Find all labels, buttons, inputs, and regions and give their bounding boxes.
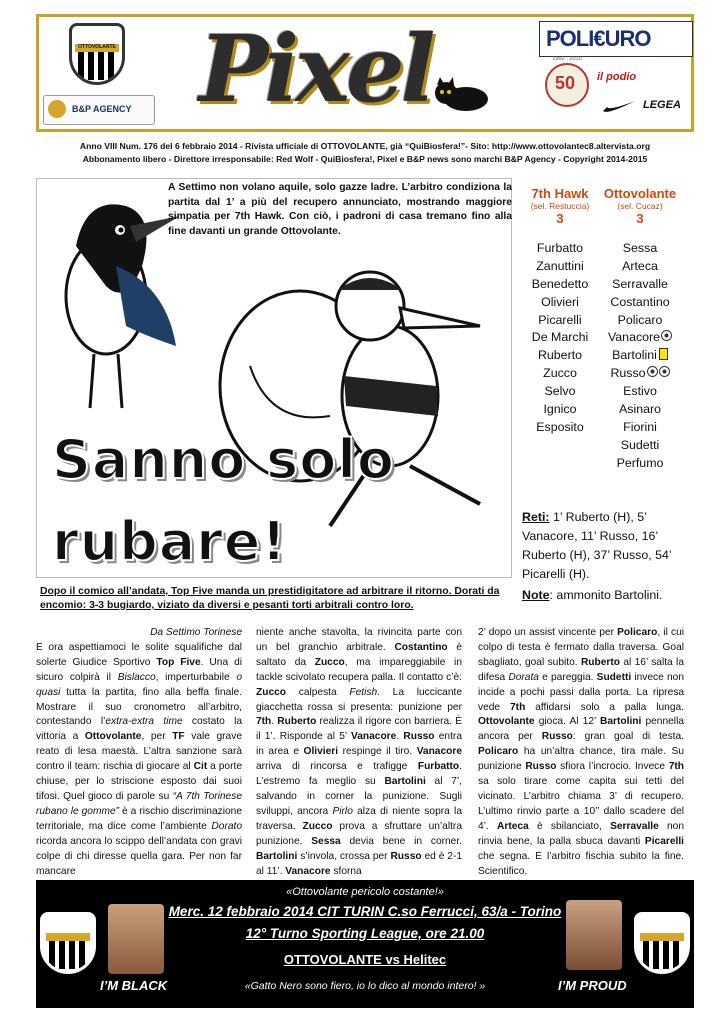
policuro-text: POLI€URO: [546, 26, 651, 51]
goals-label: Reti:: [522, 510, 550, 524]
away-player: Sudetti: [620, 437, 660, 452]
legea-logo: LEGEA: [643, 99, 681, 111]
away-player: Vanacore: [598, 329, 682, 347]
info-line-2: Abbonamento libero - Direttore irresponsabile: Red Wolf - QuiBiosfera!, Pixel e B&P news sono marchi B&P Agency - Copyright 2014-2015: [82, 154, 648, 164]
event-time: 12° Turno Sporting League, ore 21.00: [245, 926, 485, 941]
away-player: Serravalle: [612, 276, 668, 291]
masthead: [36, 14, 694, 132]
agency-logo: [43, 95, 155, 125]
event-fixture: OTTOVOLANTE vs Helitec: [283, 952, 447, 967]
article-column-3: 2’ dopo un assist vincente per Policaro, il cui colpo di testa è fermato dalla traversa. Goal sbagliato, goal subito. Ruberto al 16’ salta la difesa Dorata e pareggia. Sudetti invece non incide a pochi passi dalla porta. La ripresa vede 7th affidarsi solo a palla lunga. Ottovolante gioca. Al 12’ Bartolini pennella ancora per Russo: gran goal di testa. Policaro ha un’altra chance, tira male. Su punizione Russo sfiora l’incrocio. Invece 7th sa solo tirare come capita sui tetti del vicinato. L’arbitro chiama 3’ di recupero. L’ultimo rinvio parte a 10’’ dallo scadere del 4’. Arteca è sbilanciato, Serravalle non rinvia bene, la palla sbuca davanti Picarelli che segna. E l’arbitro fischia subito la fine. Scientifico.: [478, 627, 685, 877]
agency-name: B&P AGENCY: [72, 104, 132, 114]
goals-text: 1’ Ruberto (H), 5’ Vanacore, 11’ Russo, 16’ Ruberto (H), 37’ Russo, 54’ Picarelli (H).: [522, 510, 672, 581]
away-player: Estivo: [623, 384, 657, 399]
shield-label: OTTOVOLANTE: [78, 44, 116, 50]
pixel-logo: Pixel: [199, 15, 432, 123]
yellow-card-icon: [659, 348, 668, 360]
magpie-illustration: [46, 186, 166, 416]
home-player: De Marchi: [531, 330, 589, 345]
right-caption: I’M PROUD: [558, 978, 627, 993]
club-shield-icon: [69, 23, 125, 85]
away-team-name: Ottovolante: [603, 186, 677, 201]
home-player: Benedetto: [531, 276, 589, 291]
away-player: Asinaro: [618, 402, 661, 417]
goals-summary: [522, 508, 692, 584]
column-1-text: E ora aspettiamoci le solite squalifiche dal solerte Giudice Sportivo Top Five. Una di sicuro colpirà il Bislacco, imperturbabile o quasi tutta la partita, fino alla beffa finale. Mostrare il suo cronometro all’arbitro, contestando l’extra-extra time costato la vittoria a Ottovolante, per TF vale grave reato di lesa maestà. L’altra sanzione sarà contro il team: rischia di giocare al Cit a porte chiuse, per lo striscione esposto dai suoi tifosi. Quel gioco di parole su “A 7th Torinese rubano le gomme” è a rischio discriminazione territoriale, ma dice come l’ambiente Dorato ricorda ancora lo scippo dell’andata con gravi colpe di chi diresse quella gara. Per non far mancare: [36, 641, 243, 877]
home-team-name: 7th Hawk: [531, 186, 589, 201]
subheading-text: Dopo il comico all’andata, Top Five manda un prestidigitatore ad arbitrare il ritorno. Dorati da encomio: 3-3 bugiardo, viziato da diversi e pesanti torti arbitrali contro loro.: [40, 586, 500, 611]
event-banner: [36, 880, 694, 1008]
anniversary-seal: [545, 56, 589, 107]
away-player: Fiorini: [623, 419, 657, 434]
dateline: Da Settimo Torinese: [150, 627, 242, 638]
away-team-column: [598, 186, 682, 473]
agency-icon: [48, 100, 66, 118]
swoosh-icon: [601, 97, 637, 115]
match-notes: [522, 588, 692, 602]
footer-quote: «Gatto Nero sono fiero, io lo dico al mondo intero! »: [244, 980, 486, 992]
policuro-logo: [539, 21, 693, 57]
headline-line-1: Sanno solo: [52, 428, 395, 491]
home-player: Selvo: [544, 384, 576, 399]
ball-icon: [647, 366, 658, 377]
home-player: Zanuttini: [536, 258, 584, 273]
away-team-coach: (sel. Cucaz): [617, 201, 663, 211]
footer-motto: «Ottovolante pericolo costante!»: [286, 886, 444, 898]
article-column-1: [36, 626, 242, 879]
away-player: Arteca: [622, 258, 658, 273]
podio-logo: [595, 63, 645, 93]
article-subheading: [40, 585, 510, 613]
notes-text: : ammonito Bartolini.: [549, 588, 663, 602]
footer-right-shield-icon: [634, 912, 690, 974]
event-details: Merc. 12 febbraio 2014 CIT TURIN C.so Ferrucci, 63/a - Torino: [168, 904, 562, 919]
info-line-1: Anno VIII Num. 176 del 6 febbraio 2014 - Rivista ufficiale di OTTOVOLANTE, già “QuiBiosfera!”- Sito: http://www.ottovolantec8.altervista.org: [79, 141, 651, 151]
left-caption: I’M BLACK: [100, 978, 168, 993]
away-player: Russo: [598, 365, 682, 383]
anniversary-years: 1960 · 2010: [552, 56, 582, 62]
right-player-photo: [566, 900, 622, 970]
away-players-list: [598, 240, 682, 473]
black-cat-icon: [432, 77, 490, 111]
article-column-2: niente anche stavolta, la rivincita parte con un bel granchio arbitrale. Costantino è saltato da Zucco, ma impareggiabile in tackle scivolato recupera palla. Il contatto c’è: Zucco calpesta Fetish. La luccicante giacchetta rossa si presenta: punizione per 7th. Ruberto realizza il rigore con barriera. È il 1’. Risponde al 5’ Vanacore. Russo entra in area e Olivieri respinge il tiro. Vanacore arriva di rincorsa e trafigge Furbatto. L’estremo fa meglio su Bartolini al 7’, salvando in corner la punizione. Sugli sviluppi, ancora Pirlo alza di niente sopra la traversa. Zucco prova a sfruttare un’altra punizione. Sessa devia bene in corner. Bartolini s’invola, crossa per Russo ed è 2-1 al 11’. Vanacore sforna: [256, 627, 463, 877]
away-player: Sessa: [622, 241, 658, 255]
away-team-score: 3: [636, 211, 644, 226]
thief-crow-illustration: [210, 246, 500, 546]
away-player: Policaro: [617, 312, 663, 327]
home-players-list: [518, 240, 602, 437]
home-player: Esposito: [536, 419, 584, 434]
away-player: Costantino: [610, 294, 670, 309]
podio-text: il podio: [597, 71, 637, 83]
home-player: Ruberto: [537, 348, 583, 363]
home-player: Picarelli: [538, 312, 582, 327]
home-player: Zucco: [543, 366, 577, 381]
home-player: Olivieri: [541, 294, 579, 309]
home-team-score: 3: [556, 211, 564, 226]
away-player: Bartolini: [598, 347, 682, 365]
notes-label: Note: [522, 588, 550, 602]
home-team-column: [518, 186, 602, 437]
away-player: Perfumo: [616, 455, 664, 470]
home-team-coach: (sel. Restuccia): [530, 201, 590, 211]
publication-info: [36, 140, 694, 166]
ball-icon: [659, 366, 670, 377]
home-player: Ignico: [543, 402, 577, 417]
headline-line-2: rubare!: [52, 510, 288, 573]
anniversary-number: 50: [555, 73, 576, 93]
home-player: Furbatto: [536, 241, 584, 255]
ball-icon: [661, 330, 672, 341]
article-intro: A Settimo non volano aquile, solo gazze ladre. L’arbitro condiziona la partita dal 1’ a più del recupero annunciato, mostrando maggiore simpatia per 7th Hawk. Con ciò, i padroni di casa tremano fino alla fine davanti un grande Ottovolante.: [168, 182, 512, 237]
